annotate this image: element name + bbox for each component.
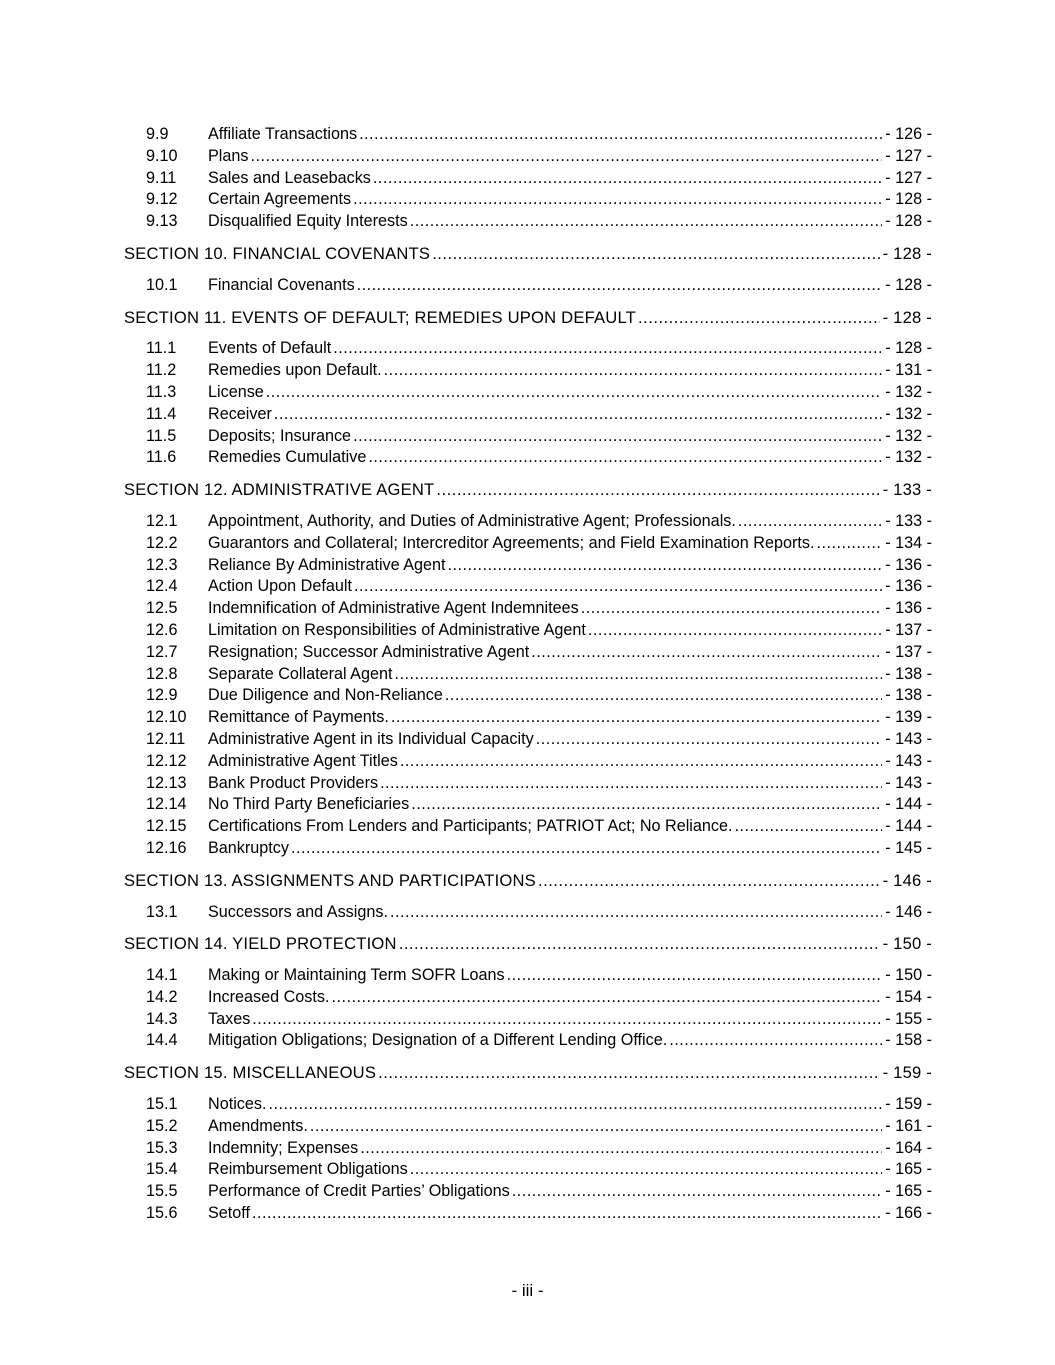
toc-entry-number: 14.1 (146, 966, 178, 985)
toc-entry-number: 11.3 (146, 382, 177, 401)
toc-page-number: - 126 - (885, 125, 932, 143)
toc-entry[interactable] (124, 168, 932, 190)
dot-leader (252, 1203, 882, 1225)
toc-entry-title: SECTION 12. ADMINISTRATIVE AGENT (124, 480, 435, 500)
toc-entry-title: Action Upon Default (208, 577, 352, 596)
dot-leader (252, 1009, 882, 1031)
toc-entry-title: Separate Collateral Agent (208, 664, 393, 683)
toc-entry[interactable] (124, 707, 932, 729)
toc-entry[interactable] (124, 773, 932, 795)
toc-entry-number: 12.1 (146, 511, 178, 530)
toc-entry[interactable] (124, 211, 932, 233)
dot-leader (353, 189, 882, 211)
dot-leader (353, 426, 882, 448)
toc-entry-title: SECTION 13. ASSIGNMENTS AND PARTICIPATIONS (124, 870, 536, 890)
toc-page-number: - 158 - (885, 1031, 932, 1050)
dot-leader (390, 902, 882, 924)
dot-leader (373, 168, 882, 190)
toc-page-number: - 131 - (885, 361, 932, 380)
toc-page-number: - 144 - (885, 817, 932, 836)
toc-entry-title: SECTION 11. EVENTS OF DEFAULT; REMEDIES UPON DEFAULT (124, 307, 636, 327)
toc-entry[interactable] (124, 1094, 932, 1116)
toc-entry[interactable] (124, 124, 932, 146)
toc-entry-title: Appointment, Authority, and Duties of Administrative Agent; Professionals. (208, 511, 736, 530)
toc-entry-title: Increased Costs. (208, 987, 330, 1006)
toc-section-heading[interactable] (124, 307, 932, 329)
toc-entry[interactable] (124, 1009, 932, 1031)
toc-entry-number: 14.3 (146, 1009, 178, 1028)
toc-entry[interactable] (124, 360, 932, 382)
toc-entry-number: 14.2 (146, 987, 178, 1006)
dot-leader (588, 620, 882, 642)
dot-leader (291, 838, 882, 860)
toc-entry-title: Indemnification of Administrative Agent Indemnitees (208, 599, 579, 618)
toc-page-number: - 154 - (885, 987, 932, 1006)
toc-entry-number: 14.4 (146, 1031, 178, 1050)
dot-leader (410, 1159, 882, 1181)
toc-entry-title: Mitigation Obligations; Designation of a Different Lending Office. (208, 1031, 668, 1050)
toc-page-number: - 134 - (885, 533, 932, 552)
toc-page-number: - 127 - (885, 168, 932, 187)
toc-entry-title: Taxes (208, 1009, 251, 1028)
dot-leader (436, 479, 879, 501)
toc-page-number: - 136 - (885, 555, 932, 574)
toc-entry[interactable] (124, 598, 932, 620)
toc-entry-title: Certain Agreements (208, 190, 352, 209)
toc-entry-title: Resignation; Successor Administrative Agent (208, 642, 530, 661)
toc-entry-number: 9.10 (146, 146, 178, 165)
dot-leader (638, 307, 880, 329)
toc-page-number: - 132 - (885, 382, 932, 401)
toc-entry[interactable] (124, 620, 932, 642)
toc-page-number: - 132 - (885, 426, 932, 445)
toc-entry[interactable] (124, 555, 932, 577)
toc-page-number: - 138 - (885, 686, 932, 705)
toc-page-number: - 143 - (885, 751, 932, 770)
dot-leader (368, 447, 882, 469)
dot-leader (538, 870, 880, 892)
toc-entry[interactable] (124, 902, 932, 924)
toc-entry-title: SECTION 15. MISCELLANEOUS (124, 1063, 377, 1083)
toc-entry-title: Certifications From Lenders and Participants; PATRIOT Act; No Reliance. (208, 817, 733, 836)
dot-leader (354, 576, 882, 598)
dot-leader (251, 146, 883, 168)
toc-page-number: - 128 - (885, 275, 932, 294)
toc-page-number: - 159 - (885, 1095, 932, 1114)
dot-leader (380, 773, 882, 795)
toc-entry-number: 12.14 (146, 795, 187, 814)
toc-entry-number: 12.8 (146, 664, 178, 683)
toc-entry[interactable] (124, 987, 932, 1009)
toc-page-number: - 150 - (882, 934, 932, 954)
toc-entry-title: Due Diligence and Non-Reliance (208, 686, 443, 705)
toc-entry-title: Amendments. (208, 1116, 308, 1135)
toc-entry[interactable] (124, 1159, 932, 1181)
toc-entry-title: Remittance of Payments. (208, 708, 389, 727)
dot-leader (310, 1116, 882, 1138)
toc-section-heading[interactable] (124, 1062, 932, 1084)
toc-page-number: - 161 - (885, 1116, 932, 1135)
dot-leader (669, 1030, 882, 1052)
toc-entry[interactable] (124, 1203, 932, 1225)
dot-leader (391, 707, 882, 729)
toc-entry-title: Bank Product Providers (208, 773, 379, 792)
dot-leader (400, 751, 882, 773)
toc-entry-title: Remedies Cumulative (208, 448, 367, 467)
toc-entry[interactable] (124, 382, 932, 404)
toc-page-number: - 127 - (885, 146, 932, 165)
dot-leader (816, 533, 882, 555)
toc-entry-title: Deposits; Insurance (208, 426, 352, 445)
dot-leader (581, 598, 882, 620)
toc-entry-number: 11.2 (146, 361, 177, 380)
toc-entry[interactable] (124, 1181, 932, 1203)
toc-entry-number: 12.11 (146, 729, 186, 748)
toc-entry-number: 9.12 (146, 190, 178, 209)
toc-entry-title: Notices. (208, 1095, 267, 1114)
dot-leader (266, 382, 882, 404)
toc-section-heading[interactable] (124, 933, 932, 955)
toc-page-number: - 150 - (885, 966, 932, 985)
toc-entry-number: 12.5 (146, 599, 178, 618)
toc-page-number: - 143 - (885, 729, 932, 748)
toc-page-number: - 138 - (885, 664, 932, 683)
toc-entry[interactable] (124, 965, 932, 987)
toc-entry-title: Plans (208, 146, 249, 165)
toc-entry[interactable] (124, 1030, 932, 1052)
toc-entry-number: 15.2 (146, 1116, 178, 1135)
toc-entry-number: 15.6 (146, 1204, 178, 1223)
dot-leader (536, 729, 882, 751)
toc-entry[interactable] (124, 533, 932, 555)
dot-leader (331, 987, 882, 1009)
toc-entry-number: 10.1 (146, 275, 178, 294)
toc-entry[interactable] (124, 146, 932, 168)
toc-entry-title: Remedies upon Default. (208, 361, 382, 380)
toc-entry[interactable] (124, 189, 932, 211)
toc-entry[interactable] (124, 275, 932, 297)
toc-page-number: - 155 - (885, 1009, 932, 1028)
dot-leader (531, 642, 882, 664)
toc-entry-number: 11.5 (146, 426, 177, 445)
dot-leader (268, 1094, 882, 1116)
toc-entry-title: Bankruptcy (208, 838, 289, 857)
toc-page-number: - 146 - (882, 870, 932, 890)
toc-entry[interactable] (124, 426, 932, 448)
toc-entry-title: Successors and Assigns. (208, 902, 388, 921)
toc-entry-title: Setoff (208, 1204, 251, 1223)
toc-page-number: - 136 - (885, 599, 932, 618)
dot-leader (410, 211, 882, 233)
toc-entry[interactable] (124, 816, 932, 838)
dot-leader (512, 1181, 883, 1203)
toc-entry-number: 13.1 (146, 902, 178, 921)
dot-leader (507, 965, 883, 987)
toc-entry-title: Sales and Leasebacks (208, 168, 371, 187)
toc-entry-title: SECTION 14. YIELD PROTECTION (124, 934, 397, 954)
toc-page-number: - 128 - (885, 190, 932, 209)
toc-page-number: - 144 - (885, 795, 932, 814)
toc-page-number: - 128 - (885, 339, 932, 358)
dot-leader (274, 404, 882, 426)
dot-leader (448, 555, 883, 577)
dot-leader (445, 685, 882, 707)
toc-page-number: - 146 - (885, 902, 932, 921)
toc-entry[interactable] (124, 1138, 932, 1160)
dot-leader (738, 511, 882, 533)
toc-page-number: - 164 - (885, 1138, 932, 1157)
toc-entry-title: Performance of Credit Parties’ Obligations (208, 1182, 510, 1201)
toc-page-number: - 159 - (882, 1063, 932, 1083)
toc-section-heading[interactable] (124, 870, 932, 892)
toc-entry[interactable] (124, 338, 932, 360)
toc-entry[interactable] (124, 1116, 932, 1138)
toc-entry-number: 12.3 (146, 555, 178, 574)
toc-entry-title: Administrative Agent Titles (208, 751, 398, 770)
dot-leader (432, 243, 879, 265)
toc-entry-title: Limitation on Responsibilities of Administrative Agent (208, 620, 586, 639)
toc-entry-number: 11.6 (146, 448, 177, 467)
toc-entry-title: No Third Party Beneficiaries (208, 795, 410, 814)
toc-entry-number: 12.6 (146, 620, 178, 639)
toc-entry-title: Financial Covenants (208, 275, 355, 294)
toc-entry-title: Guarantors and Collateral; Intercreditor Agreements; and Field Examination Reports. (208, 533, 815, 552)
toc-page-number: - 143 - (885, 773, 932, 792)
toc-entry-number: 12.16 (146, 838, 187, 857)
toc-entry-number: 12.7 (146, 642, 178, 661)
dot-leader (359, 124, 882, 146)
toc-entry-number: 12.15 (146, 817, 187, 836)
toc-entry-number: 12.4 (146, 577, 178, 596)
toc-entry-number: 11.4 (146, 404, 177, 423)
toc-entry-title: Making or Maintaining Term SOFR Loans (208, 966, 505, 985)
dot-leader (411, 794, 882, 816)
toc-page-number: - 137 - (885, 642, 932, 661)
dot-leader (735, 816, 883, 838)
toc-page-number: - 166 - (885, 1204, 932, 1223)
toc-entry-title: Affiliate Transactions (208, 125, 358, 143)
toc-entry-number: 9.11 (146, 168, 177, 187)
toc-entry[interactable] (124, 729, 932, 751)
toc-page-number: - 137 - (885, 620, 932, 639)
toc-entry[interactable] (124, 404, 932, 426)
toc-page-number: - 165 - (885, 1182, 932, 1201)
toc-entry-title: Indemnity; Expenses (208, 1138, 359, 1157)
toc-entry-title: Reimbursement Obligations (208, 1160, 408, 1179)
toc-entry[interactable] (124, 642, 932, 664)
toc-entry-title: SECTION 10. FINANCIAL COVENANTS (124, 243, 431, 263)
toc-entry-number: 12.10 (146, 708, 187, 727)
toc-entry-title: Events of Default (208, 339, 332, 358)
toc-entry-number: 9.13 (146, 212, 178, 231)
toc-entry-number: 9.9 (146, 125, 169, 143)
toc-entry-number: 15.3 (146, 1138, 178, 1157)
toc-entry[interactable] (124, 447, 932, 469)
toc-page-number: - 136 - (885, 577, 932, 596)
toc-page-number: - 128 - (885, 212, 932, 231)
dot-leader (384, 360, 883, 382)
toc-page-number: - 165 - (885, 1160, 932, 1179)
toc-entry-number: 12.12 (146, 751, 187, 770)
toc-entry-number: 11.1 (146, 339, 177, 358)
toc-entry-title: Administrative Agent in its Individual Capacity (208, 729, 534, 748)
toc-entry-title: Receiver (208, 404, 272, 423)
toc-page-number: - 132 - (885, 448, 932, 467)
dot-leader (357, 275, 883, 297)
dot-leader (333, 338, 882, 360)
toc-entry[interactable] (124, 794, 932, 816)
toc-entry-number: 12.9 (146, 686, 178, 705)
dot-leader (399, 933, 880, 955)
toc-entry-title: Disqualified Equity Interests (208, 212, 408, 231)
toc-section-heading[interactable] (124, 479, 932, 501)
toc-page-number: - 139 - (885, 708, 932, 727)
toc-entry-title: License (208, 382, 264, 401)
toc-entry-number: 15.5 (146, 1182, 178, 1201)
toc-entry[interactable] (124, 664, 932, 686)
toc-entry-number: 15.1 (146, 1095, 178, 1114)
dot-leader (378, 1062, 880, 1084)
toc-page-number: - 132 - (885, 404, 932, 423)
toc-entry-number: 15.4 (146, 1160, 178, 1179)
toc-entry[interactable] (124, 576, 932, 598)
toc-page-number: - 145 - (885, 838, 932, 857)
toc-page-number: - 133 - (882, 480, 932, 500)
toc-entry-number: 12.2 (146, 533, 178, 552)
page-number-footer: - iii - (511, 1281, 544, 1300)
toc-entry[interactable] (124, 685, 932, 707)
toc-entry[interactable] (124, 838, 932, 860)
toc-page-number: - 128 - (882, 243, 932, 263)
toc-entry[interactable] (124, 511, 932, 533)
toc-entry-number: 12.13 (146, 773, 187, 792)
dot-leader (360, 1138, 882, 1160)
table-of-contents (124, 124, 932, 1225)
toc-page-number: - 128 - (882, 307, 932, 327)
toc-page-number: - 133 - (885, 511, 932, 530)
toc-entry[interactable] (124, 751, 932, 773)
toc-entry-title: Reliance By Administrative Agent (208, 555, 446, 574)
toc-section-heading[interactable] (124, 243, 932, 265)
dot-leader (394, 664, 882, 686)
